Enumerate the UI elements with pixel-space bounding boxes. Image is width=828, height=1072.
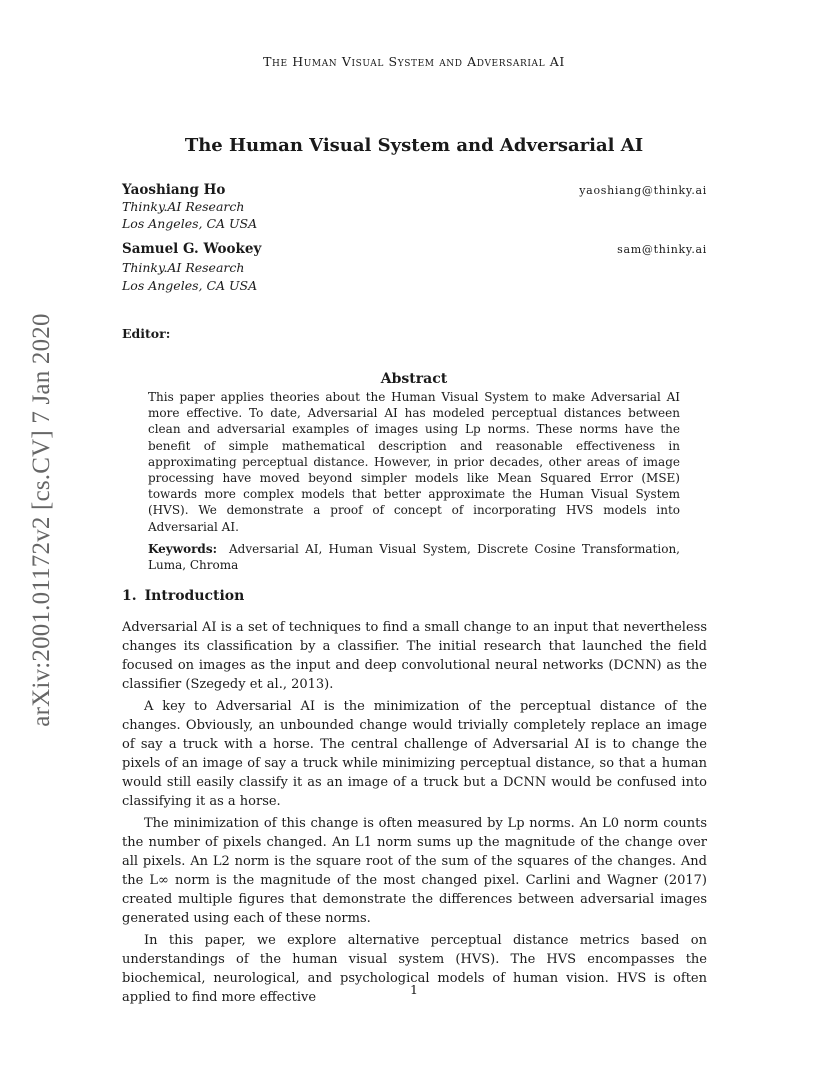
running-head: The Human Visual System and Adversarial AI — [263, 54, 565, 69]
author-name: Samuel G. Wookey — [122, 241, 262, 257]
author-name: Yaoshiang Ho — [122, 182, 226, 198]
paragraph: In this paper, we explore alternative perceptual distance metrics based on understandings of the human visual system (HVS). The HVS encompasses the biochemical, neurological, and psychological models of human vision. HVS is often applied to find more effective — [122, 933, 707, 1005]
paragraph: A key to Adversarial AI is the minimization of the perceptual distance of the changes. Obviously, an unbounded change would trivially completely replace an image of say a truck with a horse. The central challenge of Adversarial AI is to change the pixels of an image of say a truck while minimizing perceptual distance, so that a human would still easily classify it as an image of a truck but a DCNN would be confused into classifying it as a horse. — [122, 699, 707, 809]
author-affiliation: Thinky.AI Research — [122, 199, 245, 214]
section-title: Introduction — [144, 588, 245, 604]
section-number: 1. — [122, 588, 137, 604]
author-email[interactable]: yaoshiang@thinky.ai — [579, 184, 707, 197]
author-affiliation: Thinky.AI Research — [122, 260, 245, 275]
abstract-heading: Abstract — [380, 371, 448, 387]
author-email[interactable]: sam@thinky.ai — [617, 243, 707, 256]
arxiv-identifier-text: arXiv:2001.01172v2 [cs.CV] 7 Jan 2020 — [28, 313, 55, 727]
keywords-list: Adversarial AI, Human Visual System, Discrete Cosine Transformation, Luma, Chroma — [148, 541, 680, 573]
author-location: Los Angeles, CA USA — [122, 278, 258, 293]
page-number: 1 — [410, 982, 418, 997]
section-heading — [122, 588, 244, 604]
paragraph: Adversarial AI is a set of techniques to find a small change to an input that nevertheless changes its classification by a classifier. The initial research that launched the field focused on images as the input and deep convolutional neural networks (DCNN) as the classifier (Szegedy et al., 2013). — [122, 620, 707, 692]
keywords-label: Keywords: — [148, 541, 218, 556]
paragraph: The minimization of this change is often measured by Lp norms. An L0 norm counts the number of pixels changed. An L1 norm sums up the magnitude of the change over all pixels. An L2 norm is the square root of the sum of the squares of the changes. And the L∞ norm is the magnitude of the most changed pixel. Carlini and Wagner (2017) created multiple figures that demonstrate the differences between adversarial images generated using each of these norms. — [122, 816, 707, 926]
paper-title: The Human Visual System and Adversarial AI — [184, 135, 644, 156]
introduction-body — [122, 618, 707, 1007]
abstract-text: This paper applies theories about the Human Visual System to make Adversarial AI more effective. To date, Adversarial AI has modeled perceptual distances between clean and adversarial examples of images using Lp norms. These norms have the benefit of simple mathematical description and reasonable effectiveness in approximating perceptual distance. However, in prior decades, other areas of image processing have moved beyond simpler models like Mean Squared Error (MSE) towards more complex models that better approximate the Human Visual System (HVS). We demonstrate a proof of concept of incorporating HVS models into Adversarial AI. — [148, 390, 680, 534]
keywords-line — [148, 541, 680, 573]
abstract-body — [148, 389, 680, 573]
author-location: Los Angeles, CA USA — [122, 216, 258, 231]
editor-label: Editor: — [122, 326, 171, 341]
